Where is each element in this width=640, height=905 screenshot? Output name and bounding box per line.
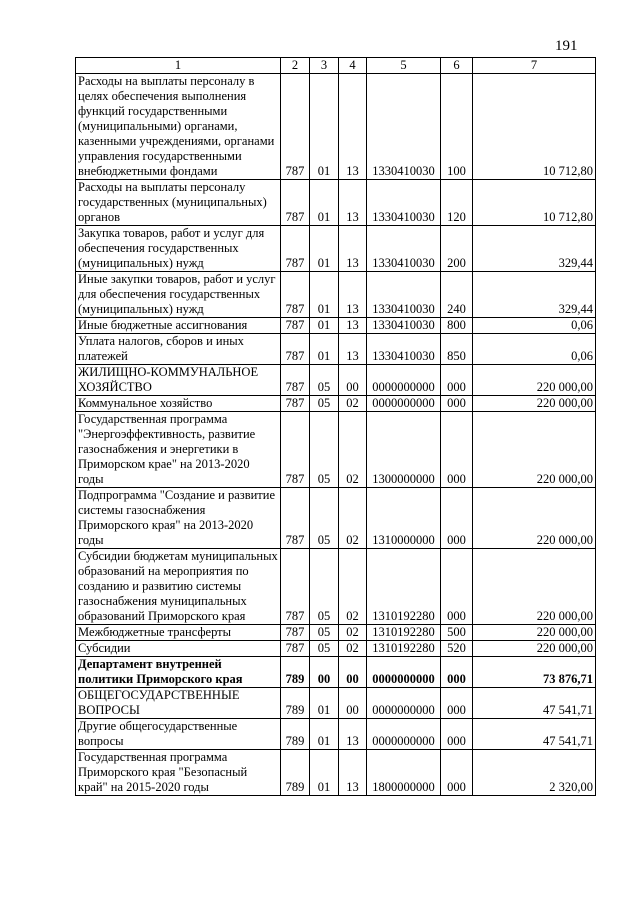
code-ministry: 787 — [281, 180, 310, 226]
amount: 220 000,00 — [473, 412, 596, 488]
table-row — [76, 412, 596, 488]
code-target: 1330410030 — [367, 318, 441, 334]
code-expense-type: 100 — [441, 74, 473, 180]
code-target: 1800000000 — [367, 750, 441, 796]
code-expense-type: 200 — [441, 226, 473, 272]
code-subsection: 13 — [339, 272, 367, 318]
code-expense-type: 500 — [441, 625, 473, 641]
code-ministry: 787 — [281, 318, 310, 334]
code-subsection: 02 — [339, 412, 367, 488]
table-row — [76, 74, 596, 180]
code-subsection: 13 — [339, 74, 367, 180]
code-target: 0000000000 — [367, 688, 441, 719]
code-section: 01 — [310, 750, 339, 796]
amount: 220 000,00 — [473, 396, 596, 412]
amount: 220 000,00 — [473, 488, 596, 549]
code-ministry: 787 — [281, 365, 310, 396]
table-row — [76, 549, 596, 625]
amount: 329,44 — [473, 272, 596, 318]
code-section: 01 — [310, 688, 339, 719]
code-target: 0000000000 — [367, 657, 441, 688]
table-row — [76, 750, 596, 796]
code-expense-type: 850 — [441, 334, 473, 365]
code-target: 0000000000 — [367, 719, 441, 750]
code-expense-type: 000 — [441, 657, 473, 688]
column-header: 5 — [367, 58, 441, 74]
row-name: Уплата налогов, сборов и иных платежей — [76, 334, 281, 365]
table-row — [76, 396, 596, 412]
code-target: 1330410030 — [367, 334, 441, 365]
row-name: Иные бюджетные ассигнования — [76, 318, 281, 334]
row-name: Субсидии бюджетам муниципальных образований на мероприятия по созданию и развитию системы газоснабжения муниципальных образований Приморского края — [76, 549, 281, 625]
code-ministry: 787 — [281, 272, 310, 318]
code-subsection: 13 — [339, 719, 367, 750]
row-name: Департамент внутренней политики Приморского края — [76, 657, 281, 688]
amount: 220 000,00 — [473, 625, 596, 641]
code-section: 00 — [310, 657, 339, 688]
row-name: Расходы на выплаты персоналу в целях обеспечения выполнения функций государственными (муниципальными) органами, казенными учреждениями, органами управления государственными внебюджетными фондами — [76, 74, 281, 180]
code-subsection: 02 — [339, 396, 367, 412]
code-target: 1330410030 — [367, 74, 441, 180]
column-header: 7 — [473, 58, 596, 74]
code-section: 01 — [310, 719, 339, 750]
amount: 220 000,00 — [473, 365, 596, 396]
code-section: 01 — [310, 226, 339, 272]
amount: 2 320,00 — [473, 750, 596, 796]
code-ministry: 787 — [281, 74, 310, 180]
table-row — [76, 318, 596, 334]
code-ministry: 787 — [281, 226, 310, 272]
code-ministry: 787 — [281, 641, 310, 657]
page-number: 191 — [555, 38, 578, 54]
code-expense-type: 240 — [441, 272, 473, 318]
row-name: ЖИЛИЩНО-КОММУНАЛЬНОЕ ХОЗЯЙСТВО — [76, 365, 281, 396]
code-section: 05 — [310, 488, 339, 549]
code-ministry: 787 — [281, 412, 310, 488]
amount: 329,44 — [473, 226, 596, 272]
code-section: 05 — [310, 396, 339, 412]
table-row — [76, 272, 596, 318]
amount: 73 876,71 — [473, 657, 596, 688]
code-ministry: 789 — [281, 750, 310, 796]
amount: 47 541,71 — [473, 719, 596, 750]
code-subsection: 02 — [339, 625, 367, 641]
code-subsection: 02 — [339, 641, 367, 657]
code-target: 1310192280 — [367, 641, 441, 657]
amount: 220 000,00 — [473, 549, 596, 625]
code-expense-type: 120 — [441, 180, 473, 226]
column-header: 1 — [76, 58, 281, 74]
code-ministry: 787 — [281, 334, 310, 365]
code-target: 1310192280 — [367, 549, 441, 625]
code-expense-type: 520 — [441, 641, 473, 657]
column-header: 2 — [281, 58, 310, 74]
row-name: Государственная программа "Энергоэффективность, развитие газоснабжения и энергетики в Приморском крае" на 2013-2020 годы — [76, 412, 281, 488]
code-subsection: 00 — [339, 657, 367, 688]
amount: 0,06 — [473, 334, 596, 365]
code-expense-type: 000 — [441, 412, 473, 488]
table-row — [76, 625, 596, 641]
code-ministry: 789 — [281, 719, 310, 750]
table-row — [76, 180, 596, 226]
code-expense-type: 000 — [441, 688, 473, 719]
table-row — [76, 657, 596, 688]
row-name: Иные закупки товаров, работ и услуг для обеспечения государственных (муниципальных) нужд — [76, 272, 281, 318]
code-expense-type: 000 — [441, 549, 473, 625]
amount: 47 541,71 — [473, 688, 596, 719]
code-subsection: 13 — [339, 750, 367, 796]
code-subsection: 13 — [339, 226, 367, 272]
code-subsection: 00 — [339, 688, 367, 719]
column-header: 4 — [339, 58, 367, 74]
code-section: 01 — [310, 334, 339, 365]
column-header: 3 — [310, 58, 339, 74]
code-target: 1330410030 — [367, 180, 441, 226]
code-ministry: 787 — [281, 488, 310, 549]
code-expense-type: 000 — [441, 750, 473, 796]
code-expense-type: 000 — [441, 396, 473, 412]
code-subsection: 00 — [339, 365, 367, 396]
row-name: ОБЩЕГОСУДАРСТВЕННЫЕ ВОПРОСЫ — [76, 688, 281, 719]
code-expense-type: 000 — [441, 719, 473, 750]
table-row — [76, 334, 596, 365]
row-name: Межбюджетные трансферты — [76, 625, 281, 641]
code-subsection: 13 — [339, 180, 367, 226]
row-name: Коммунальное хозяйство — [76, 396, 281, 412]
code-subsection: 13 — [339, 334, 367, 365]
row-name: Субсидии — [76, 641, 281, 657]
header-row — [76, 58, 596, 74]
code-target: 1310192280 — [367, 625, 441, 641]
code-section: 05 — [310, 625, 339, 641]
code-section: 05 — [310, 365, 339, 396]
row-name: Подпрограмма "Создание и развитие системы газоснабжения Приморского края" на 2013-2020 годы — [76, 488, 281, 549]
code-target: 1330410030 — [367, 272, 441, 318]
table-row — [76, 641, 596, 657]
code-section: 01 — [310, 318, 339, 334]
row-name: Закупка товаров, работ и услуг для обеспечения государственных (муниципальных) нужд — [76, 226, 281, 272]
amount: 10 712,80 — [473, 74, 596, 180]
code-target: 1310000000 — [367, 488, 441, 549]
amount: 220 000,00 — [473, 641, 596, 657]
budget-table — [75, 57, 596, 796]
code-target: 0000000000 — [367, 396, 441, 412]
table-row — [76, 688, 596, 719]
code-section: 05 — [310, 549, 339, 625]
code-subsection: 02 — [339, 488, 367, 549]
table-body — [76, 74, 596, 796]
amount: 10 712,80 — [473, 180, 596, 226]
code-ministry: 787 — [281, 625, 310, 641]
amount: 0,06 — [473, 318, 596, 334]
code-ministry: 787 — [281, 549, 310, 625]
table-row — [76, 226, 596, 272]
code-target: 1330410030 — [367, 226, 441, 272]
code-ministry: 789 — [281, 657, 310, 688]
code-ministry: 789 — [281, 688, 310, 719]
code-subsection: 13 — [339, 318, 367, 334]
code-section: 01 — [310, 180, 339, 226]
code-target: 1300000000 — [367, 412, 441, 488]
code-expense-type: 000 — [441, 365, 473, 396]
code-section: 05 — [310, 412, 339, 488]
column-header: 6 — [441, 58, 473, 74]
code-expense-type: 800 — [441, 318, 473, 334]
table-row — [76, 719, 596, 750]
table-row — [76, 488, 596, 549]
code-target: 0000000000 — [367, 365, 441, 396]
code-section: 01 — [310, 272, 339, 318]
code-ministry: 787 — [281, 396, 310, 412]
code-section: 05 — [310, 641, 339, 657]
code-section: 01 — [310, 74, 339, 180]
row-name: Расходы на выплаты персоналу государственных (муниципальных) органов — [76, 180, 281, 226]
code-subsection: 02 — [339, 549, 367, 625]
row-name: Другие общегосударственные вопросы — [76, 719, 281, 750]
table-row — [76, 365, 596, 396]
code-expense-type: 000 — [441, 488, 473, 549]
row-name: Государственная программа Приморского края "Безопасный край" на 2015-2020 годы — [76, 750, 281, 796]
